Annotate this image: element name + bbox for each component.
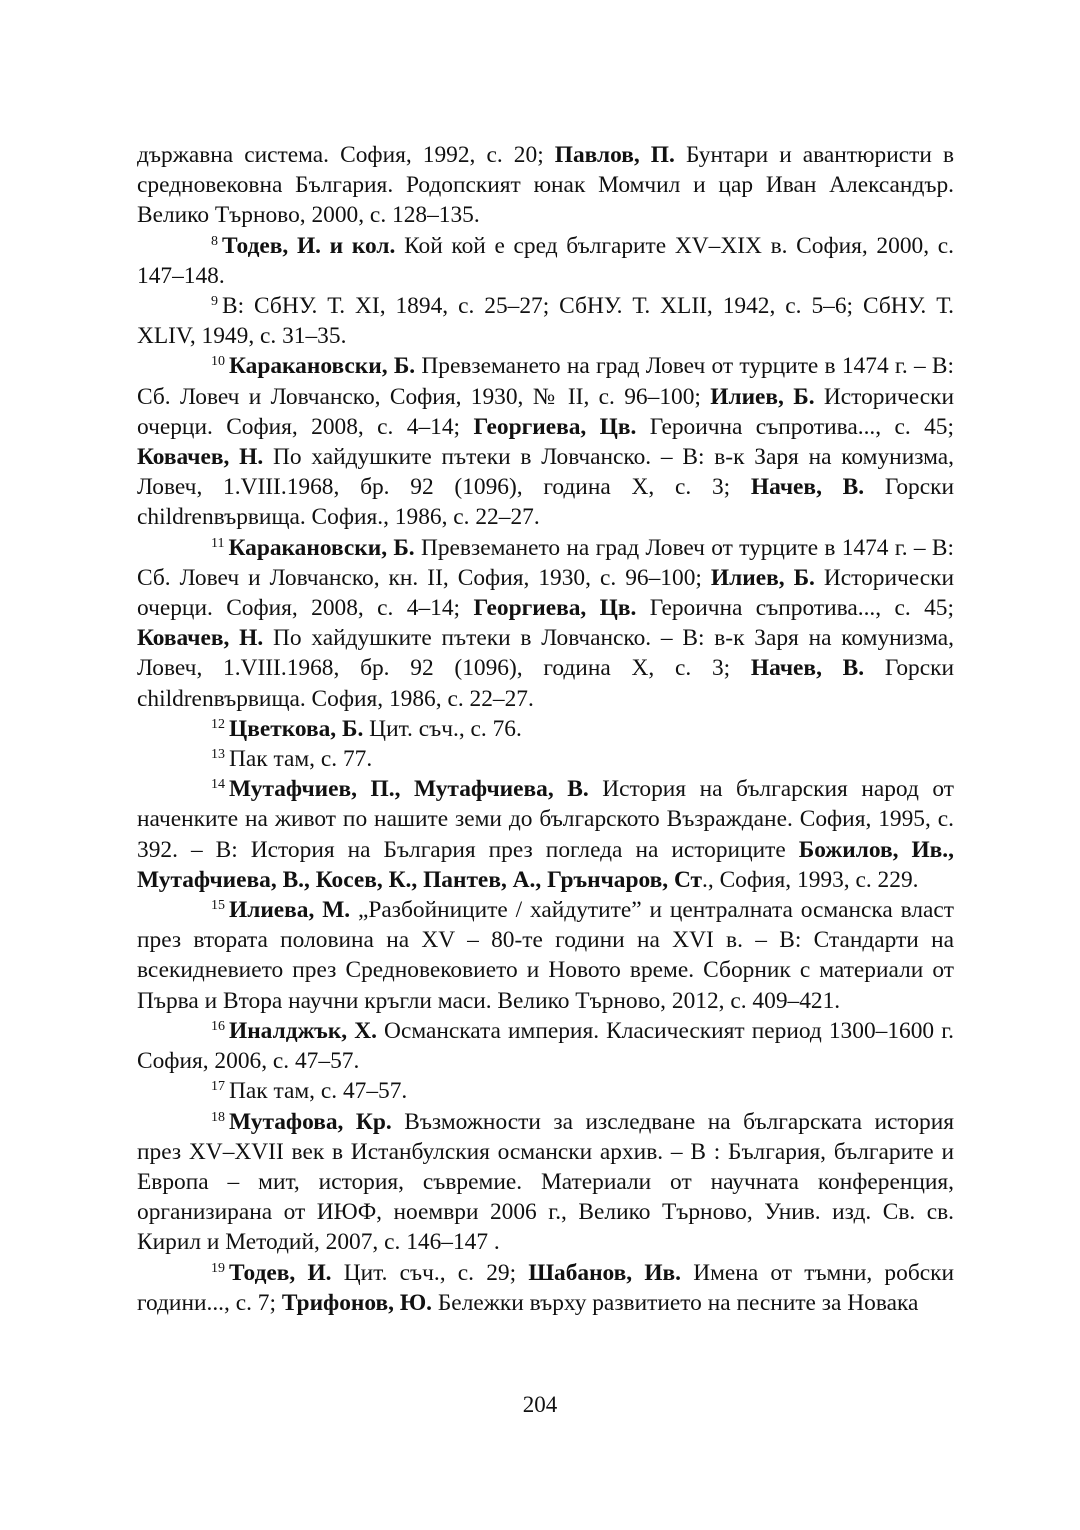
footnote-text: „Разбойниците / хайдутите” и централната османска власт през втората половина на XV – 80-те години на XVI в. – В: Стандарти на всекидневието през Средновековието и Новото време. Сборник с материали от Първа и Втора научни кръгли маси. Велико Търново, 2012, с. 409–421. [137,897,954,1014]
author-name: Каракановски, Б. [228,534,415,561]
footnote-text: В: СбНУ. Т. XI, 1894, с. 25–27; СбНУ. Т. XLII, 1942, с. 5–6; СбНУ. Т. XLIV, 1949, с. 31–35. [137,293,954,350]
author-name: Георгиева, Цв. [473,595,637,622]
footnote-9 [137,291,954,351]
footnote-number: 16 [211,1018,225,1034]
footnote-text: История на българския народ от наченките на живот по нашите земи до българското Възраждане. София, 1995, с. 392. – В: История на България през погледа на историците [137,776,954,863]
footnote-text: Исторически очерци. София, 2008, с. 4–14; [137,564,954,622]
footnote-16 [137,1016,954,1076]
author-name: Божилов, Ив., Мутафчиева, В., Косев, К., Пантев, А., Грънчаров, Ст [137,836,954,893]
footnote-12 [137,714,954,744]
footnote-text: Пак там, с. 77. [229,746,373,773]
footnote-15 [137,895,954,1016]
footnote-text: Кой кой е сред българите XV–XIX в. София, 2000, с. 147–148. [137,232,954,289]
author-name: Георгиева, Цв. [473,413,637,440]
footnote-number: 12 [211,716,225,732]
footnote-number: 15 [211,898,225,914]
author-name: Ковачев, Н. [137,625,264,652]
author-name: Начев, В. [750,474,865,501]
footnote-number: 14 [211,777,225,793]
footnote-19 [137,1258,954,1318]
footnote-text: Исторически очерци. София, 2008, с. 4–14; [137,383,954,440]
author-name: Иналджък, Х. [229,1017,377,1044]
footnote-14 [137,774,954,895]
author-name: Мутафова, Кр. [229,1108,392,1135]
author-name: Илиева, М. [229,897,351,924]
footnote-text: По хайдушките пътеки в Ловчанско. – В: в-к Заря на комунизма, Ловеч, 1.VIII.1968, бр. 92 (1096), година X, с. 3; [137,444,954,501]
footnote-11 [137,533,954,714]
footnote-8 [137,231,954,291]
author-name: Ковачев, Н. [137,444,264,471]
footnote-continuation [137,140,954,231]
footnote-text: Имена от тъмни, робски години..., с. 7; [137,1259,954,1316]
footnote-number: 13 [211,747,225,763]
footnote-number: 18 [211,1109,225,1125]
footnote-number: 9 [211,294,218,310]
footnote-text: Горски childrenвървища. София, 1986, с. 22–27. [137,655,954,712]
author-name: Илиев, Б. [710,383,815,410]
footnote-text: Цит. съч., с. 29; [331,1259,529,1286]
footnote-text: Превземането на град Ловеч от турците в 1474 г. – В: Сб. Ловеч и Ловчанско, София, 1930, № II, с. 96–100; [137,353,954,410]
author-name: Тодев, И. [229,1259,332,1286]
footnote-text: Героична съпротива..., с. 45; [636,595,954,622]
author-name: Мутафчиев, П., Мутафчиева, В. [229,776,589,803]
footnote-17 [137,1076,954,1106]
author-name: Тодев, И. и кол. [222,232,396,259]
author-name: Павлов, П. [554,142,675,168]
footnote-text: Бележки върху развитието на песните за Новака [432,1289,919,1316]
footnote-10 [137,351,954,532]
footnote-text: държавна система. София, 1992, с. 20; [137,142,555,168]
author-name: Илиев, Б. [710,564,815,591]
author-name: Каракановски, Б. [229,353,416,380]
footnote-text: Горски childrenвървища. София., 1986, с. 22–27. [137,474,954,531]
footnote-text: ., София, 1993, с. 229. [702,866,919,893]
footnote-number: 8 [211,233,218,249]
footnote-text: Бунтари и авантюристи в средновековна България. Родопският юнак Момчил и цар Иван Александър. Велико Търново, 2000, с. 128–135. [137,142,954,229]
footnote-text: По хайдушките пътеки в Ловчанско. – В: в-к Заря на комунизма, Ловеч, 1.VIII.1968, бр. 92 (1096), година X, с. 3; [137,625,954,682]
author-name: Шабанов, Ив. [528,1259,682,1286]
author-name: Трифонов, Ю. [281,1289,433,1316]
author-name: Начев, В. [750,655,865,682]
footnote-text: Османската империя. Класическият период 1300–1600 г. София, 2006, с. 47–57. [137,1017,954,1075]
author-name: Цветкова, Б. [229,715,364,742]
footnote-text: Превземането на град Ловеч от турците в 1474 г. – В: Сб. Ловеч и Ловчанско, кн. II, София, 1930, с. 96–100; [137,534,954,591]
footnote-18 [137,1107,954,1258]
footnote-number: 11 [211,535,225,551]
footnotes-block [137,140,954,1318]
footnote-number: 10 [211,354,225,370]
footnote-number: 17 [211,1079,225,1095]
footnote-text: Възможности за изследване на българската история през XV–XVII век в Истанбулския османски архив. – В : България, българите и Европа – мит, история, съвремие. Материали от научната конференция, организирана от ИЮФ, ноември 2006 г., Велико Търново, Унив. изд. Св. св. Кирил и Методий, 2007, с. 146–147 . [137,1108,954,1256]
footnote-13 [137,744,954,774]
footnote-text: Цит. съч., с. 76. [363,715,522,742]
footnote-text: Пак там, с. 47–57. [229,1078,408,1105]
page-number: 204 [522,1392,558,1417]
footnote-text: Героична съпротива..., с. 45; [636,413,954,440]
footnote-number: 19 [211,1260,225,1276]
